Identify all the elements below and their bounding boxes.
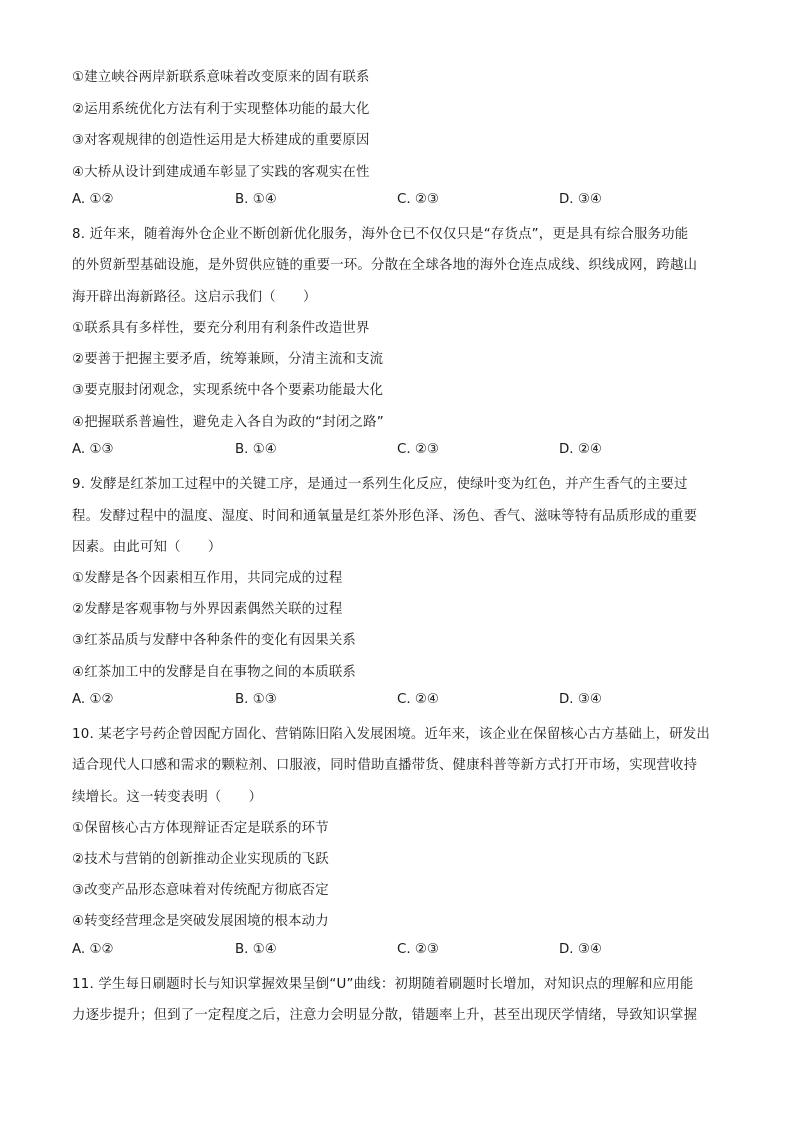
q10-option-c: C. ②③ <box>397 942 439 957</box>
q8-options <box>72 442 732 462</box>
q10-option-d: D. ③④ <box>559 942 602 957</box>
q8-statement-4: ④把握联系普遍性，避免走入各自为政的“封闭之路” <box>72 415 384 430</box>
q9-stem-line-1: 9. 发酵是红茶加工过程中的关键工序，是通过一系列生化反应，使绿叶变为红色，并产生香气的主要过 <box>72 477 688 492</box>
q9-options <box>72 692 732 712</box>
q8-option-b: B. ①④ <box>235 442 277 457</box>
q8-statement-1: ①联系具有多样性，要充分利用有利条件改造世界 <box>72 321 370 336</box>
q9-option-d: D. ③④ <box>559 692 602 707</box>
q7-statement-1: ①建立峡谷两岸新联系意味着改变原来的固有联系 <box>72 70 370 85</box>
q8-option-a: A. ①③ <box>72 442 114 457</box>
q11-stem-line-2: 力逐步提升；但到了一定程度之后，注意力会明显分散，错题率上升，甚至出现厌学情绪，导致知识掌握 <box>72 1008 698 1023</box>
q7-statement-2: ②运用系统优化方法有利于实现整体功能的最大化 <box>72 102 370 117</box>
q10-option-a: A. ①② <box>72 942 114 957</box>
q9-option-a: A. ①② <box>72 692 114 707</box>
q10-statement-1: ①保留核心古方体现辩证否定是联系的环节 <box>72 821 329 836</box>
q11-stem-line-1: 11. 学生每日刷题时长与知识掌握效果呈倒“U”曲线：初期随着刷题时长增加，对知识点的理解和应用能 <box>72 977 694 992</box>
q7-statement-3: ③对客观规律的创造性运用是大桥建成的重要原因 <box>72 133 370 148</box>
q7-statement-4: ④大桥从设计到建成通车彰显了实践的客观实在性 <box>72 165 370 180</box>
q8-stem-line-3: 海开辟出海新路径。这启示我们（ ） <box>72 290 317 305</box>
q10-stem-line-2: 适合现代人口感和需求的颗粒剂、口服液，同时借助直播带货、健康科普等新方式打开市场，实现营收持 <box>72 758 698 773</box>
q9-option-b: B. ①③ <box>235 692 277 707</box>
q9-statement-3: ③红茶品质与发酵中各种条件的变化有因果关系 <box>72 633 357 648</box>
q9-stem-line-3: 因素。由此可知（ ） <box>72 540 222 555</box>
q7-option-d: D. ③④ <box>559 192 602 207</box>
q9-statement-4: ④红茶加工中的发酵是自在事物之间的本质联系 <box>72 665 357 680</box>
q9-option-c: C. ②④ <box>397 692 439 707</box>
q7-option-b: B. ①④ <box>235 192 277 207</box>
q8-stem-line-2: 的外贸新型基础设施，是外贸供应链的重要一环。分散在全球各地的海外仓连点成线、织线成网，跨越山 <box>72 258 698 273</box>
q7-option-c: C. ②③ <box>397 192 439 207</box>
q8-option-c: C. ②③ <box>397 442 439 457</box>
q7-option-a: A. ①② <box>72 192 114 207</box>
q9-stem-line-2: 程。发酵过程中的温度、湿度、时间和通氧量是红茶外形色泽、汤色、香气、滋味等特有品质形成的重要 <box>72 509 698 524</box>
q10-option-b: B. ①④ <box>235 942 277 957</box>
q8-option-d: D. ②④ <box>559 442 602 457</box>
q10-stem-line-3: 续增长。这一转变表明（ ） <box>72 790 263 805</box>
q8-statement-3: ③要克服封闭观念，实现系统中各个要素功能最大化 <box>72 383 384 398</box>
q9-statement-1: ①发酵是各个因素相互作用，共同完成的过程 <box>72 571 343 586</box>
q10-statement-4: ④转变经营理念是突破发展困境的根本动力 <box>72 914 329 929</box>
q10-statement-3: ③改变产品形态意味着对传统配方彻底否定 <box>72 883 329 898</box>
q10-stem-line-1: 10. 某老字号药企曾因配方固化、营销陈旧陷入发展困境。近年来，该企业在保留核心古方基础上，研发出 <box>72 727 710 742</box>
q7-options <box>72 192 732 212</box>
q10-statement-2: ②技术与营销的创新推动企业实现质的飞跃 <box>72 852 329 867</box>
q8-stem-line-1: 8. 近年来，随着海外仓企业不断创新优化服务，海外仓已不仅仅只是“存货点”，更是具有综合服务功能 <box>72 227 689 242</box>
q8-statement-2: ②要善于把握主要矛盾，统筹兼顾，分清主流和支流 <box>72 352 384 367</box>
q9-statement-2: ②发酵是客观事物与外界因素偶然关联的过程 <box>72 602 343 617</box>
q10-options <box>72 942 732 962</box>
